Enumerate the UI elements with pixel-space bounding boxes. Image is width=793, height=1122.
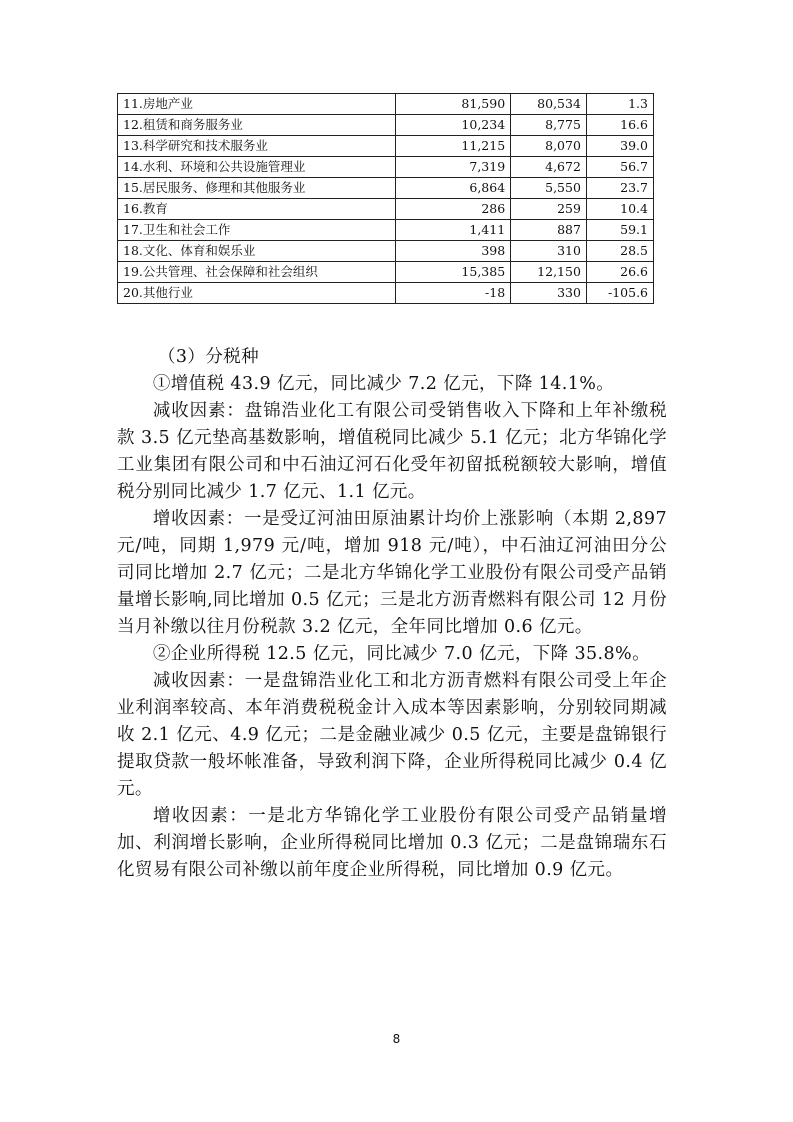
page-number: 8 bbox=[392, 1032, 401, 1046]
current-value-cell: 1,411 bbox=[395, 220, 510, 241]
industry-name-cell: 20.其他行业 bbox=[118, 283, 396, 304]
prior-value-cell: 8,775 bbox=[511, 115, 587, 136]
current-value-cell: 398 bbox=[395, 241, 510, 262]
prior-value-cell: 887 bbox=[511, 220, 587, 241]
industry-name-cell: 19.公共管理、社会保障和社会组织 bbox=[118, 262, 396, 283]
growth-rate-cell: 10.4 bbox=[586, 199, 653, 220]
table-row bbox=[118, 199, 654, 220]
industry-name-cell: 13.科学研究和技术服务业 bbox=[118, 136, 396, 157]
table-row bbox=[118, 115, 654, 136]
growth-rate-cell: -105.6 bbox=[586, 283, 653, 304]
growth-rate-cell: 56.7 bbox=[586, 157, 653, 178]
paragraph-cit-decrease: 减收因素：一是盘锦浩业化工和北方沥青燃料有限公司受上年企业利润率较高、本年消费税税金计入成本等因素影响，分别较同期减收 2.1 亿元、4.9 亿元；二是金融业减少 0.5 亿元，主要是盘锦银行提取贷款一般坏帐准备，导致利润下降，企业所得税同比减少 0.4 亿元。 bbox=[117, 671, 667, 799]
prior-value-cell: 5,550 bbox=[511, 178, 587, 199]
paragraph-vat-summary: ①增值税 43.9 亿元，同比减少 7.2 亿元，下降 14.1%。 bbox=[152, 374, 615, 394]
industry-name-cell: 15.居民服务、修理和其他服务业 bbox=[118, 178, 396, 199]
paragraph-vat-decrease: 减收因素：盘锦浩业化工有限公司受销售收入下降和上年补缴税款 3.5 亿元垫高基数影响，增值税同比减少 5.1 亿元；北方华锦化学工业集团有限公司和中石油辽河石化受年初留抵税额较大影响，增值税分别同比减少 1.7 亿元、1.1 亿元。 bbox=[117, 401, 667, 502]
current-value-cell: 286 bbox=[395, 199, 510, 220]
table-row bbox=[118, 136, 654, 157]
table-row bbox=[118, 178, 654, 199]
table-row bbox=[118, 157, 654, 178]
paragraph-vat-increase: 增收因素：一是受辽河油田原油累计均价上涨影响（本期 2,897 元/吨，同期 1,979 元/吨，增加 918 元/吨），中石油辽河油田分公司同比增加 2.7 亿元；二是北方华锦化学工业股份有限公司受产品销量增长影响,同比增加 0.5 亿元；三是北方沥青燃料有限公司 12 月份当月补缴以往月份税款 3.2 亿元，全年同比增加 0.6 亿元。 bbox=[117, 509, 667, 637]
industry-name-cell: 16.教育 bbox=[118, 199, 396, 220]
table-body bbox=[118, 94, 654, 304]
current-value-cell: 15,385 bbox=[395, 262, 510, 283]
prior-value-cell: 8,070 bbox=[511, 136, 587, 157]
industry-name-cell: 12.租赁和商务服务业 bbox=[118, 115, 396, 136]
growth-rate-cell: 1.3 bbox=[586, 94, 653, 115]
growth-rate-cell: 59.1 bbox=[586, 220, 653, 241]
table-row bbox=[118, 283, 654, 304]
industry-name-cell: 14.水利、环境和公共设施管理业 bbox=[118, 157, 396, 178]
growth-rate-cell: 28.5 bbox=[586, 241, 653, 262]
prior-value-cell: 259 bbox=[511, 199, 587, 220]
current-value-cell: 10,234 bbox=[395, 115, 510, 136]
section-heading: （3）分税种 bbox=[158, 347, 260, 367]
prior-value-cell: 4,672 bbox=[511, 157, 587, 178]
prior-value-cell: 330 bbox=[511, 283, 587, 304]
paragraph-cit-summary: ②企业所得税 12.5 亿元，同比减少 7.0 亿元，下降 35.8%。 bbox=[152, 644, 650, 664]
growth-rate-cell: 39.0 bbox=[586, 136, 653, 157]
table-row bbox=[118, 220, 654, 241]
body-text bbox=[117, 371, 667, 884]
prior-value-cell: 12,150 bbox=[511, 262, 587, 283]
table-row bbox=[118, 262, 654, 283]
paragraph-cit-increase: 增收因素：一是北方华锦化学工业股份有限公司受产品销量增加、利润增长影响，企业所得税同比增加 0.3 亿元；二是盘锦瑞东石化贸易有限公司补缴以前年度企业所得税，同比增加 0.9 亿元。 bbox=[117, 806, 667, 880]
current-value-cell: -18 bbox=[395, 283, 510, 304]
industry-name-cell: 11.房地产业 bbox=[118, 94, 396, 115]
industry-name-cell: 17.卫生和社会工作 bbox=[118, 220, 396, 241]
current-value-cell: 7,319 bbox=[395, 157, 510, 178]
growth-rate-cell: 23.7 bbox=[586, 178, 653, 199]
current-value-cell: 11,215 bbox=[395, 136, 510, 157]
growth-rate-cell: 16.6 bbox=[586, 115, 653, 136]
prior-value-cell: 80,534 bbox=[511, 94, 587, 115]
table-row bbox=[118, 241, 654, 262]
industry-name-cell: 18.文化、体育和娱乐业 bbox=[118, 241, 396, 262]
industry-tax-table bbox=[117, 93, 654, 304]
prior-value-cell: 310 bbox=[511, 241, 587, 262]
table-row bbox=[118, 94, 654, 115]
growth-rate-cell: 26.6 bbox=[586, 262, 653, 283]
current-value-cell: 81,590 bbox=[395, 94, 510, 115]
current-value-cell: 6,864 bbox=[395, 178, 510, 199]
